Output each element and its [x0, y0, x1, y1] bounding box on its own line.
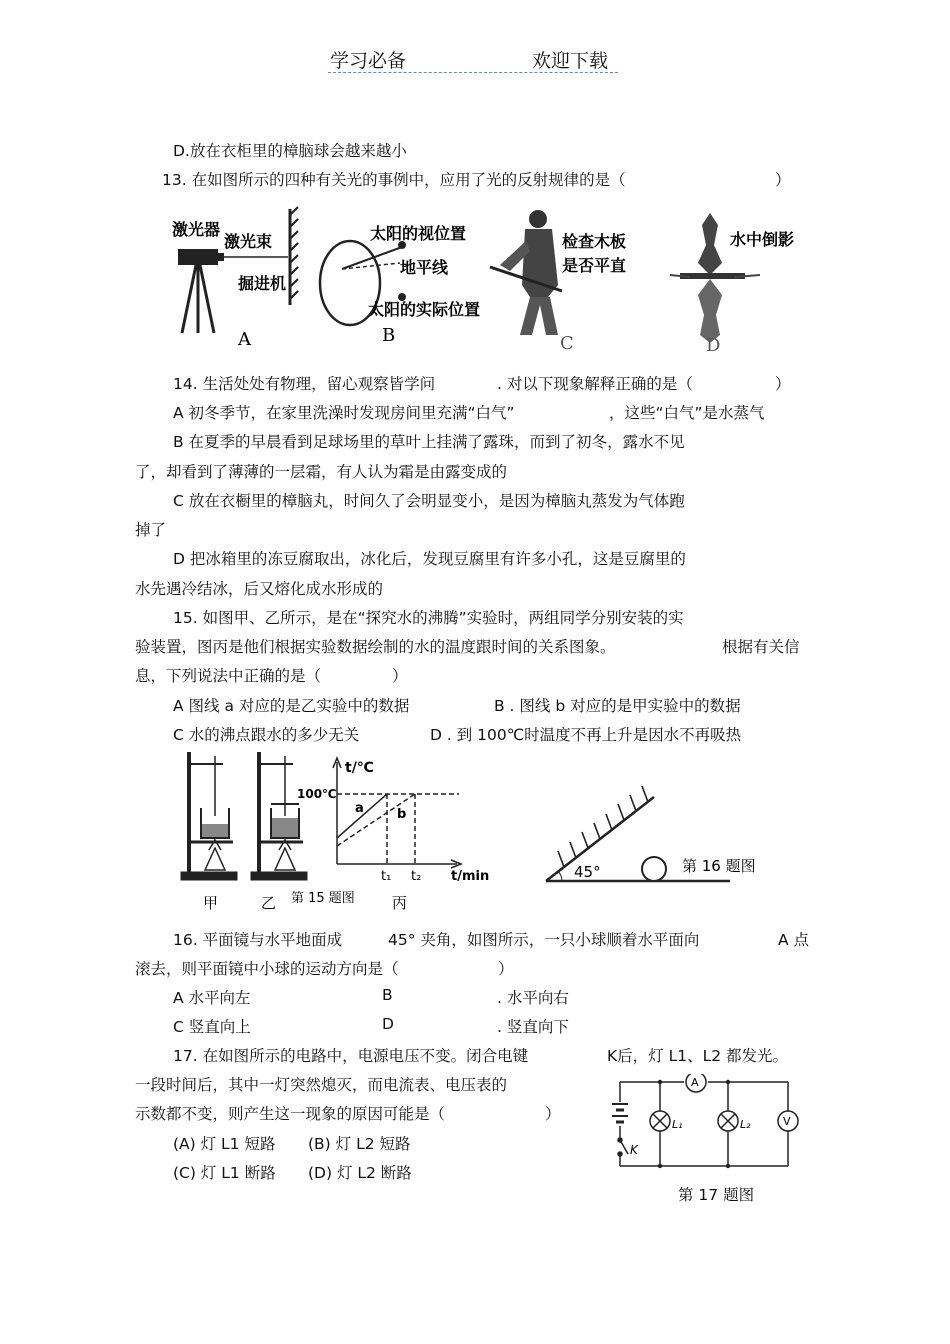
- q17-option-a: (A) 灯 L1 短路: [173, 1135, 276, 1153]
- fig-d-letter: D: [706, 335, 721, 355]
- q14-stem-b: . 对以下现象解释正确的是（: [497, 375, 693, 393]
- q15-stem-line2a: 验装置，图丙是他们根据实验数据绘制的水的温度跟时间的关系图象。: [135, 638, 616, 656]
- q14-option-b-line1: B 在夏季的早晨看到足球场里的草叶上挂满了露珠，而到了初冬，露水不见: [173, 433, 685, 451]
- q17-option-d: (D) 灯 L2 断路: [308, 1164, 412, 1182]
- q16-paren-close: ）: [498, 960, 514, 978]
- graph-t1: t₁: [381, 869, 392, 884]
- q16-option-c: C 竖直向上: [173, 1018, 251, 1036]
- q16-option-b-letter: B: [382, 986, 393, 1004]
- q14-option-a-part2: ，这些“白气”是水蒸气: [609, 404, 765, 422]
- q13-paren-close: ）: [775, 171, 791, 189]
- q13-figure-c: [490, 210, 626, 354]
- ammeter-label: A: [691, 1076, 699, 1089]
- q16-caption: 第 16 题图: [682, 857, 756, 875]
- q15-option-d: D . 到 100℃时温度不再上升是因水不再吸热: [430, 726, 742, 744]
- q15-option-a: A 图线 a 对应的是乙实验中的数据: [173, 697, 410, 715]
- fig-a-label-2: 激光束: [224, 232, 273, 251]
- lamp2-label: L₂: [740, 1118, 751, 1131]
- fig-b-label-3: 太阳的实际位置: [368, 300, 481, 319]
- graph-y-axis-label: t/℃: [345, 760, 374, 776]
- q13-figure-d: [670, 213, 794, 355]
- q16-figure: [540, 785, 790, 890]
- q16-stem-line1b: 45° 夹角，如图所示，一只小球顺着水平面向: [388, 931, 700, 949]
- fig-b-label-1: 太阳的视位置: [370, 224, 467, 243]
- fig-b-label-2: 地平线: [400, 258, 449, 277]
- q15-paren-close: ）: [392, 667, 408, 685]
- q13-stem: 13. 在如图所示的四种有关光的事例中，应用了光的反射规律的是（: [162, 171, 626, 189]
- voltmeter-label: V: [783, 1115, 791, 1128]
- q15-caption: 第 15 题图: [291, 891, 355, 906]
- q17-stem-line3: 示数都不变，则产生这一现象的原因可能是（: [135, 1105, 446, 1123]
- label-yi: 乙: [261, 894, 277, 912]
- q17-stem-line1b: K后，灯 L1、L2 都发光。: [607, 1047, 789, 1065]
- q15-stem-line1: 15. 如图甲、乙所示，是在“探究水的沸腾”实验时，两组同学分别安装的实: [173, 609, 684, 627]
- label-jia: 甲: [203, 894, 219, 912]
- q16-option-a: A 水平向左: [173, 989, 251, 1007]
- q17-circuit: [608, 1074, 808, 1174]
- q17-paren-close: ）: [545, 1105, 561, 1123]
- label-bing: 丙: [392, 894, 408, 912]
- ball: [642, 857, 666, 881]
- q14-paren-close: ）: [775, 375, 791, 393]
- lamp1-label: L₁: [672, 1118, 683, 1131]
- q16-option-d-letter: D: [382, 1015, 394, 1033]
- fig-c-label-2: 是否平直: [562, 256, 627, 275]
- fig-c-label-1: 检查木板: [562, 232, 627, 251]
- fig-a-label-1: 激光器: [172, 220, 221, 239]
- fig-a-letter: A: [238, 329, 251, 350]
- header-underline: [328, 72, 618, 73]
- q16-stem-line2: 滚去，则平面镜中小球的运动方向是（: [135, 960, 399, 978]
- header-right: 欢迎下载: [532, 50, 609, 72]
- q15-option-b: B . 图线 b 对应的是甲实验中的数据: [494, 697, 741, 715]
- q14-option-d-line2: 水先遇冷结冰，后又熔化成水形成的: [135, 580, 384, 598]
- q17-stem-line2: 一段时间后，其中一灯突然熄灭，而电流表、电压表的: [135, 1076, 508, 1094]
- q16-option-b: . 水平向右: [497, 989, 569, 1007]
- q15-stem-line3: 息，下列说法中正确的是（: [135, 667, 322, 685]
- q14-option-c-line2: 掉了: [135, 521, 167, 539]
- fig-d-label-1: 水中倒影: [730, 230, 795, 249]
- graph-label-b: b: [397, 807, 407, 822]
- q15-option-c: C 水的沸点跟水的多少无关: [173, 726, 360, 744]
- q14-option-b-line2: 了，却看到了薄薄的一层霜，有人认为霜是由露变成的: [135, 463, 508, 481]
- q17-option-b: (B) 灯 L2 短路: [308, 1135, 411, 1153]
- graph-label-a: a: [355, 801, 364, 816]
- q16-stem-line1a: 16. 平面镜与水平地面成: [173, 931, 343, 949]
- switch-label: K: [630, 1143, 638, 1157]
- fig-a-label-3: 掘进机: [238, 274, 287, 293]
- fig-b-letter: B: [382, 325, 396, 346]
- fig-c-letter: C: [560, 333, 574, 354]
- q13-figure-a: [172, 207, 298, 350]
- q17-stem-line1a: 17. 在如图所示的电路中，电源电压不变。闭合电键: [173, 1047, 529, 1065]
- temperature-graph: [297, 758, 489, 884]
- q13-figures: [170, 205, 810, 355]
- q13-figure-b: [320, 224, 480, 346]
- graph-t2: t₂: [411, 869, 422, 884]
- laser-body: [178, 249, 218, 265]
- q14-option-d-line1: D 把冰箱里的冻豆腐取出，冰化后，发现豆腐里有许多小孔，这是豆腐里的: [173, 550, 686, 568]
- q16-angle-label: 45°: [574, 863, 601, 881]
- header-left: 学习必备: [330, 50, 407, 72]
- q14-option-c-line1: C 放在衣橱里的樟脑丸，时间久了会明显变小，是因为樟脑丸蒸发为气体跑: [173, 492, 685, 510]
- q14-stem-a: 14. 生活处处有物理，留心观察皆学问: [173, 375, 436, 393]
- q12-option-d: D.放在衣柜里的樟脑球会越来越小: [173, 142, 407, 160]
- apparatus-jia: [181, 752, 237, 880]
- graph-x-axis-label: t/min: [451, 869, 490, 884]
- graph-y-tick: 100℃: [297, 787, 337, 801]
- q17-caption: 第 17 题图: [678, 1186, 755, 1204]
- q15-figure: [175, 752, 495, 912]
- apparatus-yi: [251, 752, 307, 880]
- q15-stem-line2b: 根据有关信: [722, 638, 800, 656]
- q16-stem-line1c: A 点: [778, 931, 810, 949]
- q17-option-c: (C) 灯 L1 断路: [173, 1164, 276, 1182]
- q14-option-a-part1: A 初冬季节，在家里洗澡时发现房间里充满“白气”: [173, 404, 515, 422]
- q16-option-d: . 竖直向下: [497, 1018, 569, 1036]
